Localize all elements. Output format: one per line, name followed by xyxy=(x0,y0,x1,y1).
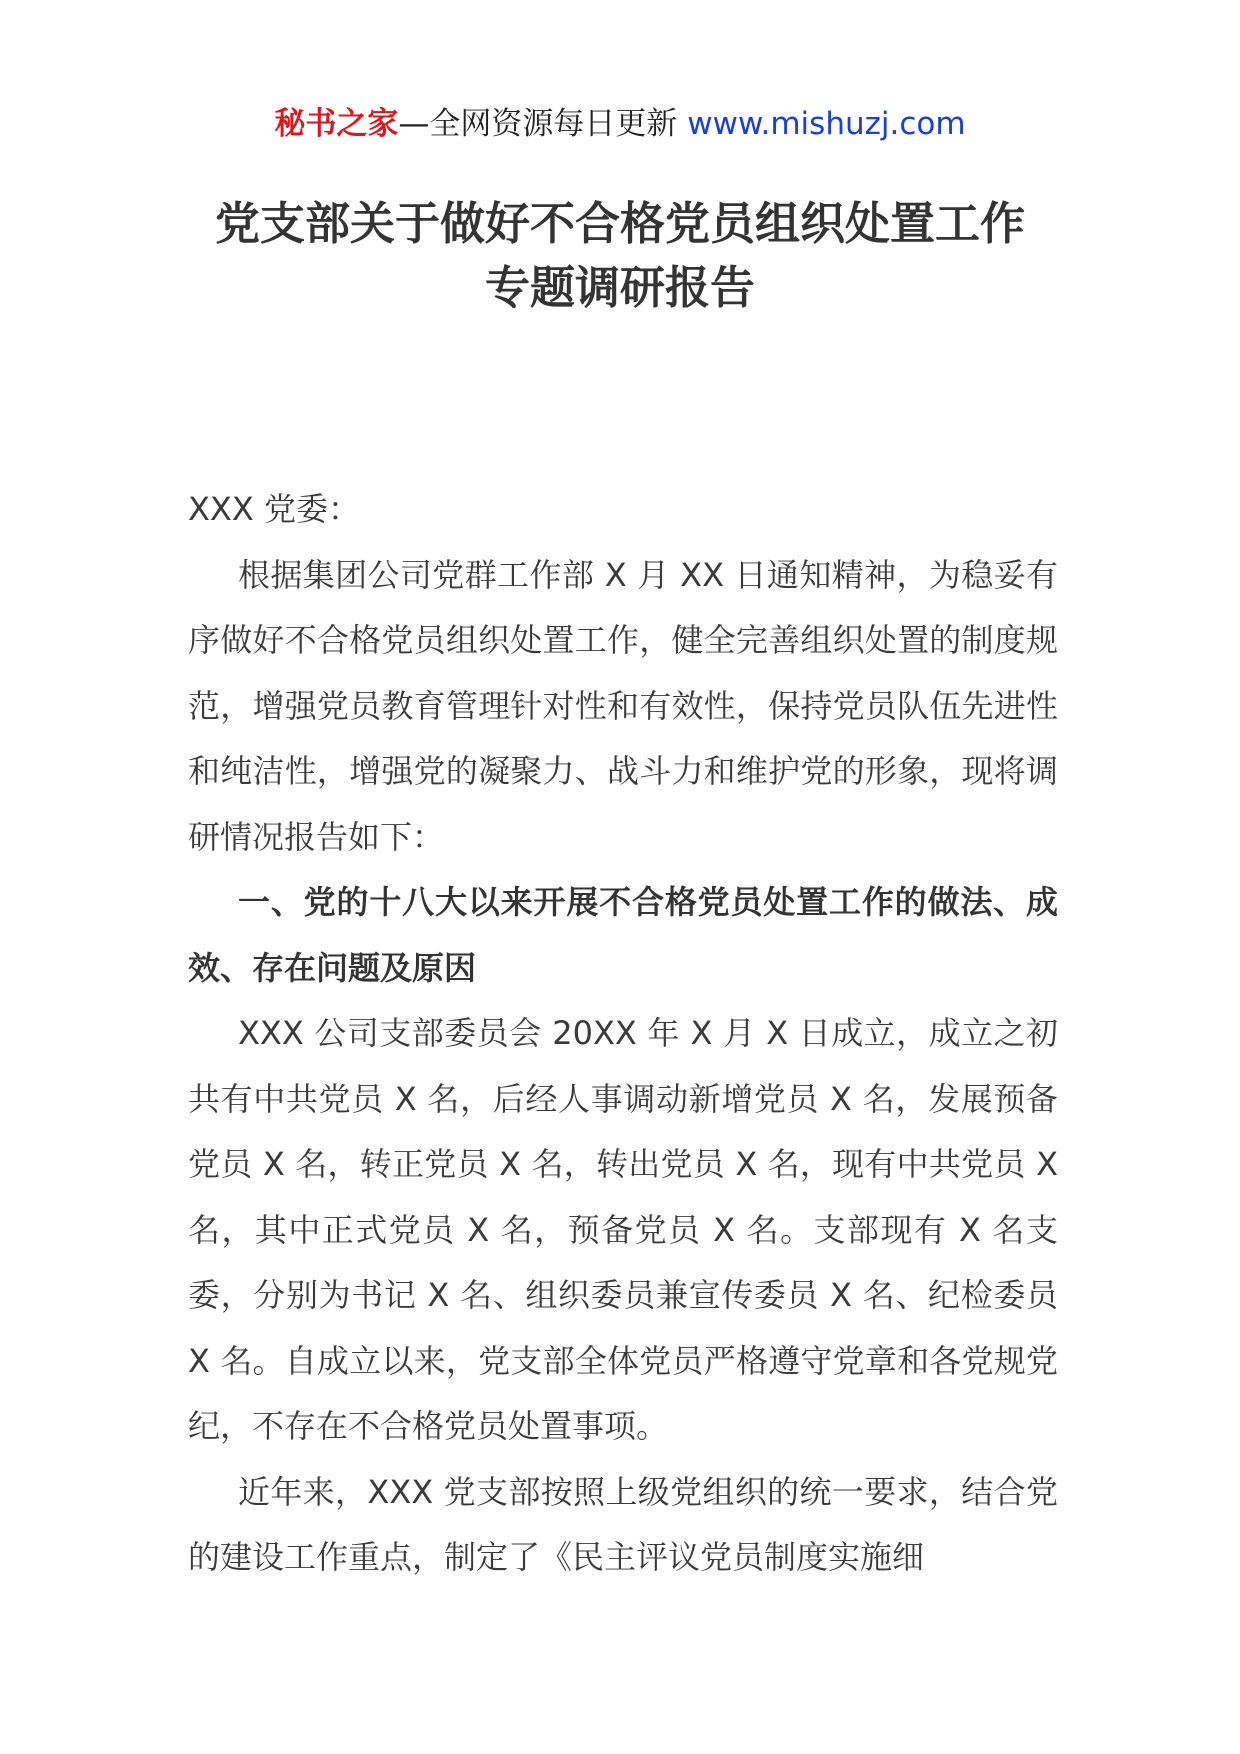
section-heading-1: 一、党的十八大以来开展不合格党员处置工作的做法、成效、存在问题及原因 xyxy=(188,883,1058,987)
paragraph-recent-work: 近年来，XXX 党支部按照上级党组织的统一要求，结合党的建设工作重点，制定了《民主评议党员制度实施细 xyxy=(188,1472,1058,1576)
paragraph-branch-overview: XXX 公司支部委员会 20XX 年 X 月 X 日成立，成立之初共有中共党员 X 名，后经人事调动新增党员 X 名，发展预备党员 X 名，转正党员 X 名，转出党员 X 名，现有中共党员 X 名，其中正式党员 X 名，预备党员 X 名。支部现有 X 名支委，分别为书记 X 名、组织委员兼宣传委员 X 名、纪检委员 X 名。自成立以来，党支部全体党员严格遵守党章和各党规党纪，不存在不合格党员处置事项。 xyxy=(188,1014,1058,1445)
document-body xyxy=(188,477,1058,1591)
slogan: —全网资源每日更新 xyxy=(398,106,678,142)
site-url-link[interactable]: www.mishuzj.com xyxy=(687,106,966,142)
salutation: XXX 党委： xyxy=(188,490,360,528)
site-header xyxy=(0,102,1240,146)
brand-name: 秘书之家 xyxy=(274,106,399,142)
document-title xyxy=(0,192,1240,320)
title-line-2: 专题调研报告 xyxy=(484,261,755,314)
paragraph-intro: 根据集团公司党群工作部 X 月 XX 日通知精神，为稳妥有序做好不合格党员组织处置工作，健全完善组织处置的制度规范，增强党员教育管理针对性和有效性，保持党员队伍先进性和纯洁性，增强党的凝聚力、战斗力和维护党的形象，现将调研情况报告如下： xyxy=(188,555,1058,856)
title-line-1: 党支部关于做好不合格党员组织处置工作 xyxy=(214,197,1025,250)
